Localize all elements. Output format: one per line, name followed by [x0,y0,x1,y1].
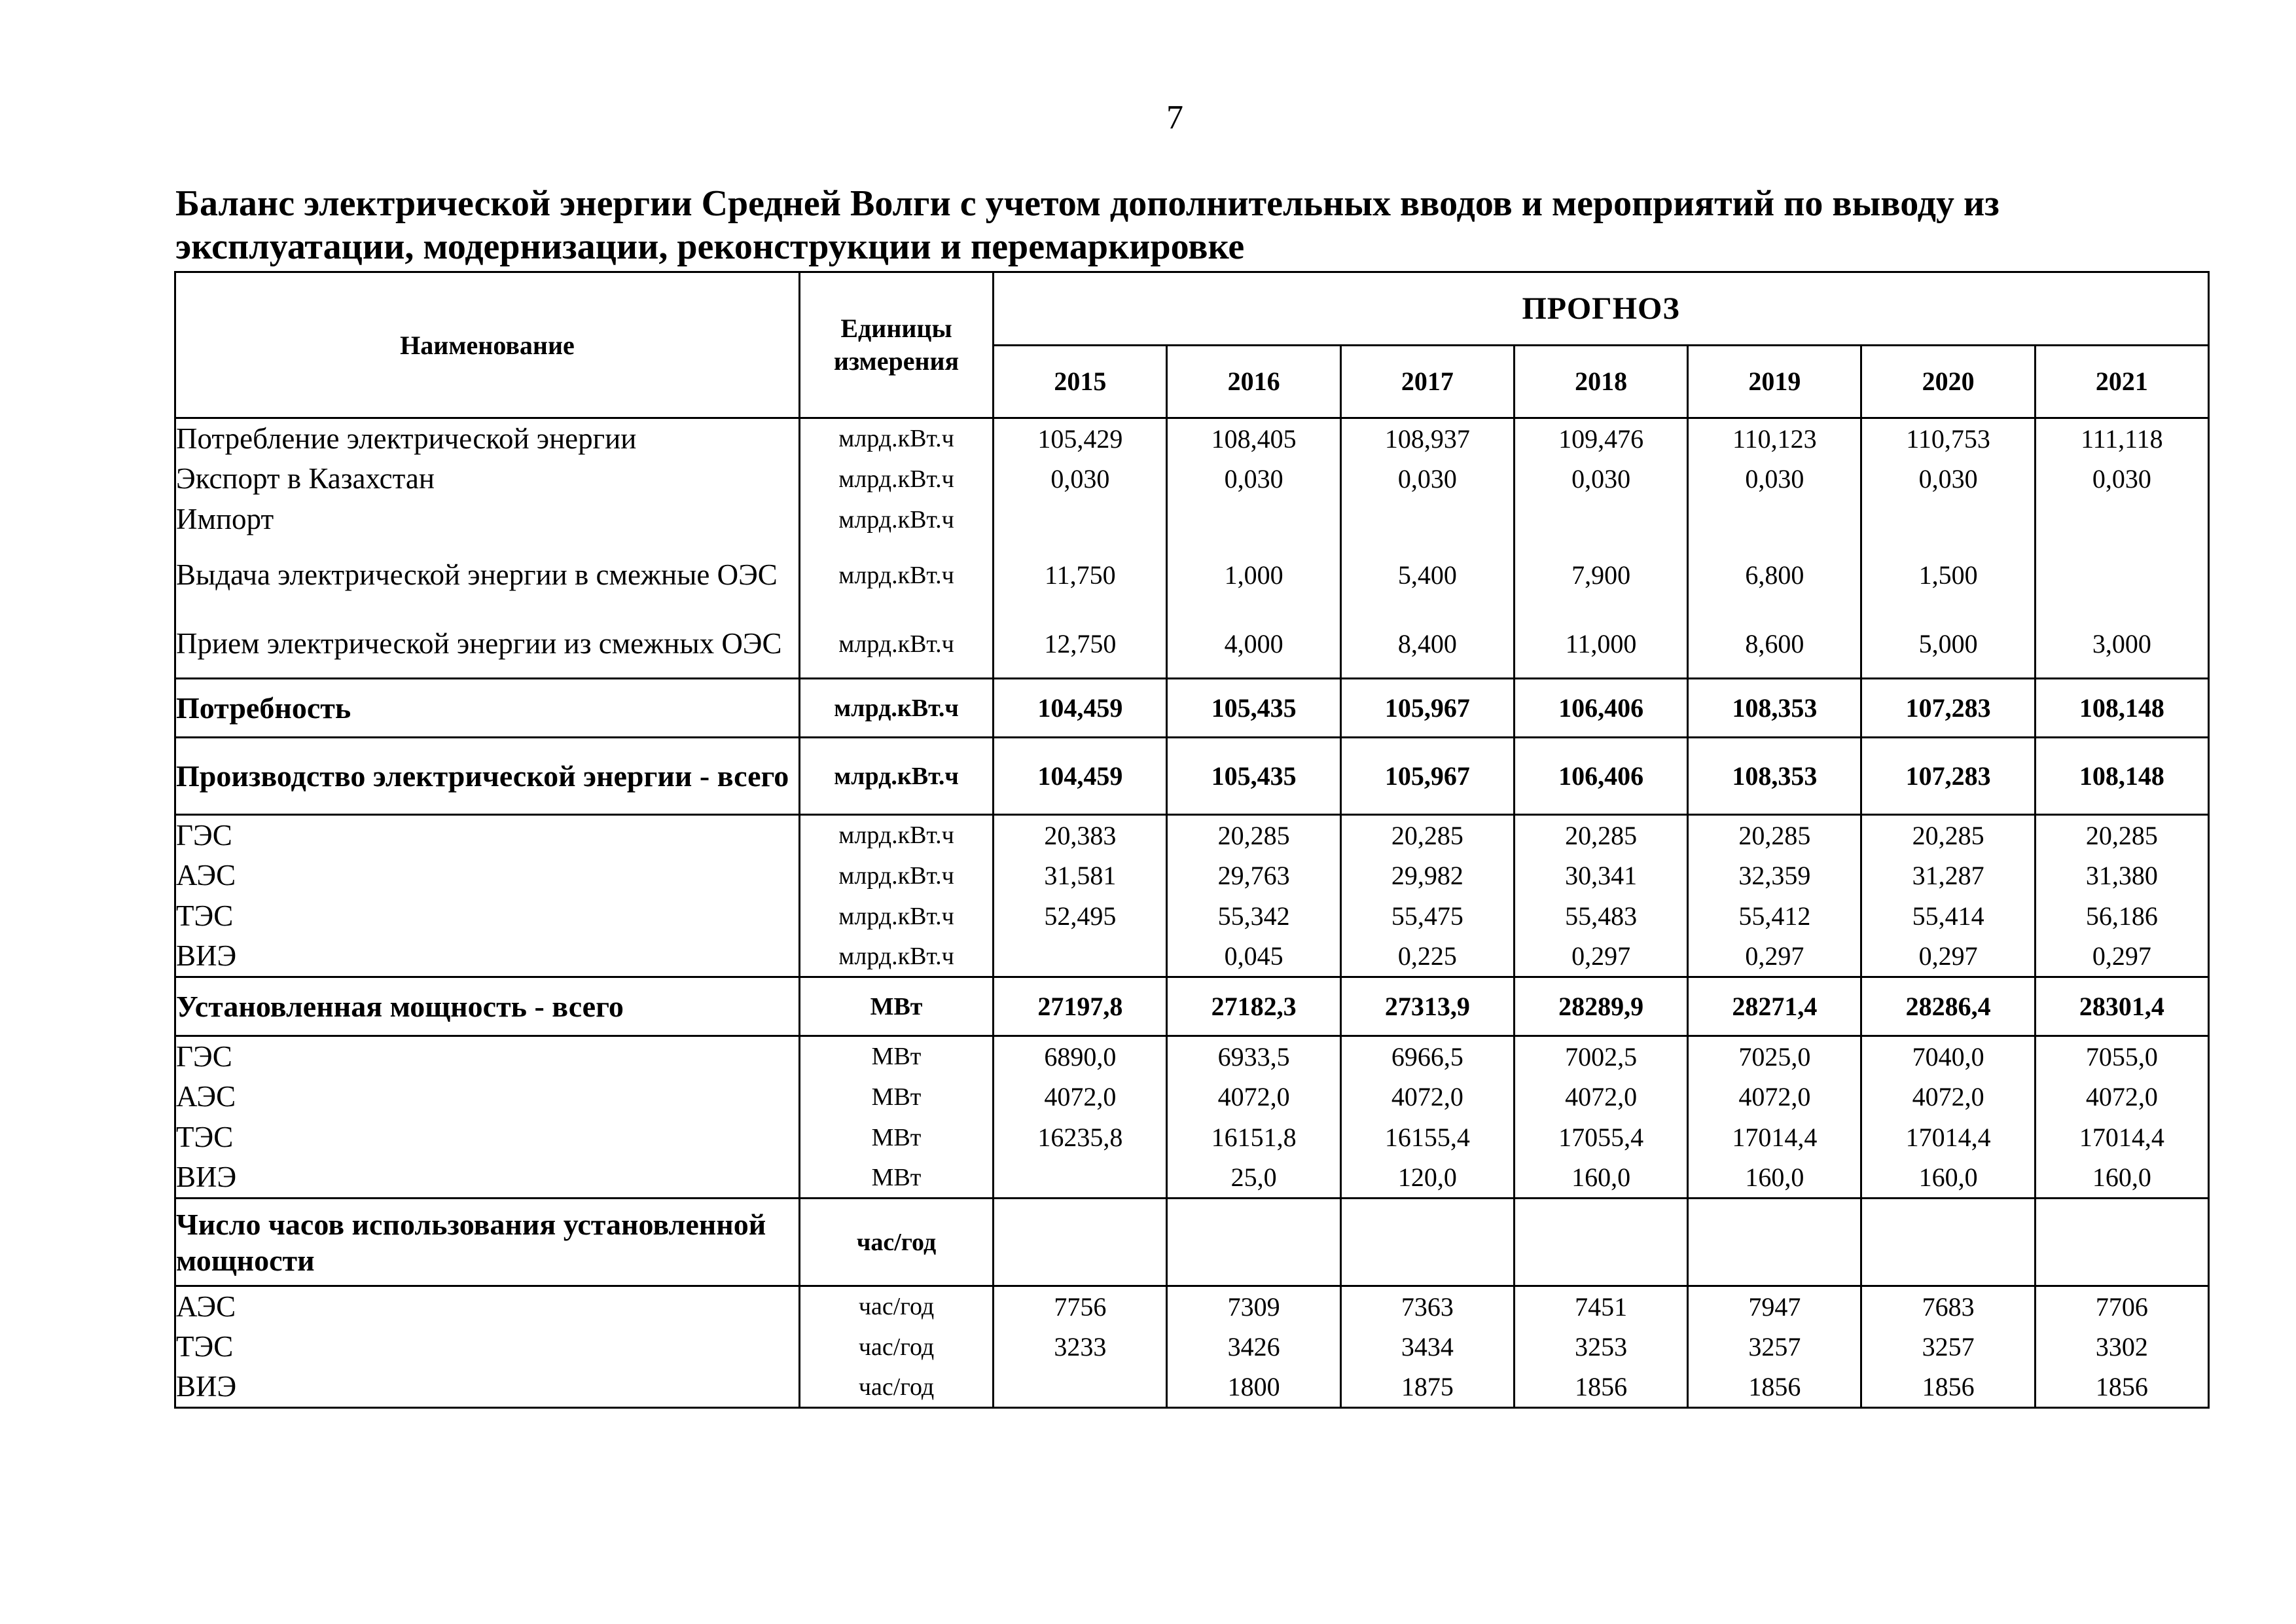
row-value-cell: 27197,8 [994,977,1167,1036]
row-name-cell: АЭС [175,1077,800,1117]
row-value-cell: 31,287 [1861,856,2035,896]
row-value-cell: 32,359 [1688,856,1861,896]
row-value-cell: 160,0 [1688,1158,1861,1199]
row-name-cell: ВИЭ [175,1367,800,1408]
row-value-cell: 7040,0 [1861,1036,2035,1077]
row-unit-cell: МВт [799,1077,993,1117]
document-title: Баланс электрической энергии Средней Волги с учетом дополнительных вводов и мероприятий по выводу из эксплуатации, модернизации, реконструкции и перемаркировке [175,183,2000,267]
row-value-cell: 7309 [1167,1286,1340,1327]
row-value-cell [994,937,1167,977]
table-row [175,1036,2209,1077]
row-value-cell: 17014,4 [1861,1117,2035,1158]
row-value-cell: 7756 [994,1286,1167,1327]
row-value-cell: 20,383 [994,815,1167,856]
row-value-cell [1688,499,1861,540]
table-body [175,418,2209,1408]
row-value-cell [1167,499,1340,540]
table-row [175,459,2209,499]
row-name-cell: ВИЭ [175,1158,800,1199]
row-value-cell [1688,1199,1861,1286]
row-name-cell: Число часов использования установленной мощности [175,1199,800,1286]
row-value-cell: 0,030 [1688,459,1861,499]
row-value-cell [994,499,1167,540]
row-value-cell: 1,000 [1167,540,1340,611]
table-row [175,1199,2209,1286]
row-value-cell: 110,753 [1861,418,2035,459]
row-name-cell: Импорт [175,499,800,540]
row-value-cell: 3434 [1340,1327,1514,1367]
row-value-cell: 4,000 [1167,611,1340,679]
row-value-cell: 4072,0 [994,1077,1167,1117]
row-value-cell [2035,540,2208,611]
column-header-year: 2021 [2035,345,2208,418]
table-row [175,611,2209,679]
row-value-cell: 160,0 [1861,1158,2035,1199]
energy-balance-table [174,271,2210,1409]
row-value-cell: 7947 [1688,1286,1861,1327]
row-name-cell: Потребление электрической энергии [175,418,800,459]
row-unit-cell: МВт [799,977,993,1036]
column-header-year: 2020 [1861,345,2035,418]
row-value-cell: 1856 [1861,1367,2035,1408]
row-value-cell: 28301,4 [2035,977,2208,1036]
table-row [175,1117,2209,1158]
row-value-cell: 20,285 [1861,815,2035,856]
table-row [175,1077,2209,1117]
row-value-cell: 1,500 [1861,540,2035,611]
row-value-cell: 105,967 [1340,679,1514,738]
row-unit-cell: млрд.кВт.ч [799,896,993,937]
row-name-cell: ТЭС [175,1117,800,1158]
row-value-cell [2035,499,2208,540]
row-value-cell: 11,000 [1514,611,1687,679]
row-value-cell: 160,0 [1514,1158,1687,1199]
row-value-cell: 1875 [1340,1367,1514,1408]
row-value-cell: 0,045 [1167,937,1340,977]
row-value-cell [1167,1199,1340,1286]
row-value-cell: 7055,0 [2035,1036,2208,1077]
row-value-cell: 30,341 [1514,856,1687,896]
row-value-cell: 104,459 [994,738,1167,815]
row-unit-cell: млрд.кВт.ч [799,937,993,977]
row-name-cell: Прием электрической энергии из смежных ОЭС [175,611,800,679]
row-value-cell: 108,937 [1340,418,1514,459]
row-value-cell: 17014,4 [1688,1117,1861,1158]
row-value-cell: 3302 [2035,1327,2208,1367]
row-unit-cell: час/год [799,1367,993,1408]
row-value-cell: 8,400 [1340,611,1514,679]
row-value-cell: 20,285 [1514,815,1687,856]
row-value-cell: 7002,5 [1514,1036,1687,1077]
row-value-cell: 3253 [1514,1327,1687,1367]
row-value-cell: 16151,8 [1167,1117,1340,1158]
row-value-cell: 108,353 [1688,738,1861,815]
column-header-year: 2016 [1167,345,1340,418]
row-value-cell: 0,030 [2035,459,2208,499]
table-row [175,679,2209,738]
row-value-cell: 17055,4 [1514,1117,1687,1158]
row-value-cell: 25,0 [1167,1158,1340,1199]
row-value-cell: 16235,8 [994,1117,1167,1158]
row-value-cell: 6966,5 [1340,1036,1514,1077]
table-row [175,896,2209,937]
row-value-cell: 20,285 [1340,815,1514,856]
row-value-cell: 4072,0 [1861,1077,2035,1117]
row-value-cell: 160,0 [2035,1158,2208,1199]
row-value-cell: 108,353 [1688,679,1861,738]
row-value-cell [994,1367,1167,1408]
row-value-cell: 106,406 [1514,679,1687,738]
row-value-cell: 0,297 [1861,937,2035,977]
row-value-cell [994,1199,1167,1286]
row-value-cell: 4072,0 [1514,1077,1687,1117]
row-value-cell: 1856 [1514,1367,1687,1408]
row-value-cell: 4072,0 [1340,1077,1514,1117]
row-value-cell: 0,297 [1688,937,1861,977]
row-value-cell: 0,297 [2035,937,2208,977]
row-value-cell: 6,800 [1688,540,1861,611]
row-value-cell: 3257 [1688,1327,1861,1367]
row-name-cell: ТЭС [175,896,800,937]
row-value-cell: 120,0 [1340,1158,1514,1199]
row-value-cell [1861,1199,2035,1286]
row-value-cell: 20,285 [1688,815,1861,856]
row-value-cell: 106,406 [1514,738,1687,815]
table-row [175,1367,2209,1408]
row-value-cell: 12,750 [994,611,1167,679]
table-row [175,499,2209,540]
row-name-cell: ВИЭ [175,937,800,977]
table-row [175,977,2209,1036]
row-value-cell: 55,412 [1688,896,1861,937]
row-name-cell: Производство электрической энергии - всего [175,738,800,815]
row-value-cell: 7,900 [1514,540,1687,611]
row-name-cell: Выдача электрической энергии в смежные ОЭС [175,540,800,611]
row-value-cell: 0,030 [1340,459,1514,499]
column-header-forecast: ПРОГНОЗ [994,272,2209,346]
row-value-cell: 28289,9 [1514,977,1687,1036]
row-name-cell: ГЭС [175,1036,800,1077]
row-unit-cell: час/год [799,1327,993,1367]
row-value-cell: 55,475 [1340,896,1514,937]
row-value-cell: 29,763 [1167,856,1340,896]
row-value-cell: 28271,4 [1688,977,1861,1036]
row-value-cell: 108,405 [1167,418,1340,459]
row-value-cell: 52,495 [994,896,1167,937]
row-value-cell: 1856 [2035,1367,2208,1408]
row-value-cell: 55,483 [1514,896,1687,937]
row-name-cell: Установленная мощность - всего [175,977,800,1036]
table-row [175,815,2209,856]
table-row [175,1158,2209,1199]
column-header-year: 2018 [1514,345,1687,418]
row-value-cell: 109,476 [1514,418,1687,459]
row-value-cell: 4072,0 [1688,1077,1861,1117]
row-value-cell [1340,1199,1514,1286]
row-unit-cell: млрд.кВт.ч [799,611,993,679]
row-unit-cell: час/год [799,1199,993,1286]
column-header-name: Наименование [175,272,800,418]
column-header-year: 2017 [1340,345,1514,418]
table-row [175,1286,2209,1327]
row-value-cell: 4072,0 [1167,1077,1340,1117]
row-unit-cell: млрд.кВт.ч [799,499,993,540]
row-value-cell: 0,030 [1861,459,2035,499]
row-value-cell: 105,435 [1167,738,1340,815]
row-value-cell [1861,499,2035,540]
row-value-cell: 29,982 [1340,856,1514,896]
row-value-cell: 1856 [1688,1367,1861,1408]
row-unit-cell: млрд.кВт.ч [799,738,993,815]
row-value-cell: 108,148 [2035,679,2208,738]
table-row [175,856,2209,896]
row-value-cell: 105,435 [1167,679,1340,738]
row-value-cell: 7683 [1861,1286,2035,1327]
row-value-cell: 6933,5 [1167,1036,1340,1077]
row-unit-cell: час/год [799,1286,993,1327]
table-row [175,1327,2209,1367]
row-value-cell: 111,118 [2035,418,2208,459]
row-value-cell: 7706 [2035,1286,2208,1327]
row-value-cell: 31,380 [2035,856,2208,896]
column-header-year: 2015 [994,345,1167,418]
row-value-cell: 20,285 [2035,815,2208,856]
row-unit-cell: млрд.кВт.ч [799,856,993,896]
row-value-cell: 5,000 [1861,611,2035,679]
row-value-cell [1514,1199,1687,1286]
row-value-cell: 27313,9 [1340,977,1514,1036]
row-unit-cell: млрд.кВт.ч [799,418,993,459]
column-header-unit: Единицы измерения [799,272,993,418]
row-value-cell: 27182,3 [1167,977,1340,1036]
row-value-cell: 55,414 [1861,896,2035,937]
row-value-cell: 110,123 [1688,418,1861,459]
row-value-cell: 5,400 [1340,540,1514,611]
row-value-cell: 55,342 [1167,896,1340,937]
row-value-cell: 3257 [1861,1327,2035,1367]
row-value-cell: 3233 [994,1327,1167,1367]
row-unit-cell: млрд.кВт.ч [799,815,993,856]
row-value-cell: 0,030 [1167,459,1340,499]
row-value-cell: 108,148 [2035,738,2208,815]
row-value-cell: 3,000 [2035,611,2208,679]
row-unit-cell: млрд.кВт.ч [799,459,993,499]
page-number: 7 [1166,99,1183,136]
row-value-cell: 7451 [1514,1286,1687,1327]
row-value-cell: 107,283 [1861,679,2035,738]
row-value-cell: 1800 [1167,1367,1340,1408]
row-unit-cell: млрд.кВт.ч [799,540,993,611]
row-value-cell [994,1158,1167,1199]
row-value-cell: 7363 [1340,1286,1514,1327]
table-row [175,418,2209,459]
row-value-cell [1514,499,1687,540]
row-unit-cell: млрд.кВт.ч [799,679,993,738]
row-value-cell: 0,225 [1340,937,1514,977]
row-unit-cell: МВт [799,1158,993,1199]
row-value-cell: 105,429 [994,418,1167,459]
row-unit-cell: МВт [799,1036,993,1077]
column-header-year: 2019 [1688,345,1861,418]
row-value-cell: 0,297 [1514,937,1687,977]
table-row [175,540,2209,611]
row-name-cell: АЭС [175,1286,800,1327]
row-value-cell: 31,581 [994,856,1167,896]
table-row [175,738,2209,815]
row-value-cell: 8,600 [1688,611,1861,679]
row-name-cell: ГЭС [175,815,800,856]
row-value-cell: 16155,4 [1340,1117,1514,1158]
row-value-cell: 6890,0 [994,1036,1167,1077]
row-unit-cell: МВт [799,1117,993,1158]
row-value-cell: 56,186 [2035,896,2208,937]
row-value-cell: 7025,0 [1688,1036,1861,1077]
row-value-cell: 107,283 [1861,738,2035,815]
row-name-cell: Экспорт в Казахстан [175,459,800,499]
row-name-cell: АЭС [175,856,800,896]
row-value-cell [2035,1199,2208,1286]
row-value-cell: 3426 [1167,1327,1340,1367]
row-value-cell: 104,459 [994,679,1167,738]
table-row [175,937,2209,977]
row-name-cell: Потребность [175,679,800,738]
row-name-cell: ТЭС [175,1327,800,1367]
row-value-cell: 0,030 [994,459,1167,499]
row-value-cell: 28286,4 [1861,977,2035,1036]
row-value-cell: 105,967 [1340,738,1514,815]
row-value-cell: 11,750 [994,540,1167,611]
row-value-cell [1340,499,1514,540]
row-value-cell: 4072,0 [2035,1077,2208,1117]
row-value-cell: 0,030 [1514,459,1687,499]
row-value-cell: 20,285 [1167,815,1340,856]
row-value-cell: 17014,4 [2035,1117,2208,1158]
